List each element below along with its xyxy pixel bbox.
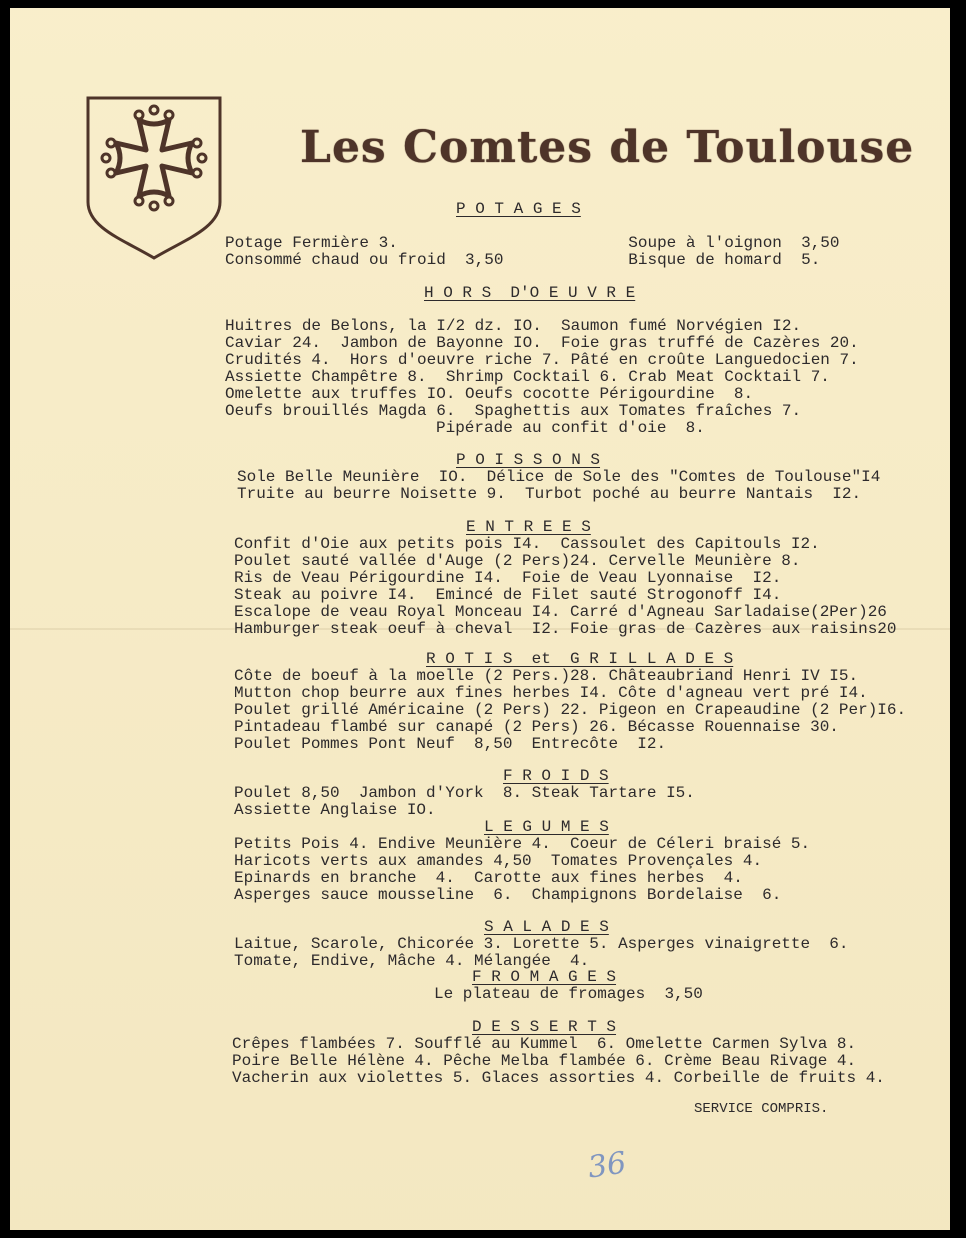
menu-line: Tomate, Endive, Mâche 4. Mélangée 4. xyxy=(234,952,590,970)
section-heading-poissons: P O I S S O N S xyxy=(456,451,601,469)
menu-line: Crêpes flambées 7. Soufflé au Kummel 6. Omelette Carmen Sylva 8. xyxy=(232,1035,857,1053)
menu-line: Confit d'Oie aux petits pois I4. Cassoulet des Capitouls I2. xyxy=(234,535,820,553)
menu-line: Hamburger steak oeuf à cheval I2. Foie gras de Cazères aux raisins20 xyxy=(234,620,897,638)
menu-line: Consommé chaud ou froid 3,50 Bisque de homard 5. xyxy=(225,251,821,269)
section-heading-froids: F R O I D S xyxy=(503,767,609,785)
menu-line: Truite au beurre Noisette 9. Turbot poché au beurre Nantais I2. xyxy=(237,485,862,503)
menu-line: Ris de Veau Périgourdine I4. Foie de Veau Lyonnaise I2. xyxy=(234,569,782,587)
menu-line: Escalope de veau Royal Monceau I4. Carré d'Agneau Sarladaise(2Per)26 xyxy=(234,603,887,621)
menu-line: Poulet Pommes Pont Neuf 8,50 Entrecôte I2. xyxy=(234,735,667,753)
menu-line: Laitue, Scarole, Chicorée 3. Lorette 5. Asperges vinaigrette 6. xyxy=(234,935,849,953)
menu-line: Poire Belle Hélène 4. Pêche Melba flambée 6. Crème Beau Rivage 4. xyxy=(232,1052,857,1070)
menu-line: Crudités 4. Hors d'oeuvre riche 7. Pâté en croûte Languedocien 7. xyxy=(225,351,859,369)
menu-line: Côte de boeuf à la moelle (2 Pers.)28. Châteaubriand Henri IV I5. xyxy=(234,667,859,685)
service-compris-note: SERVICE COMPRIS. xyxy=(694,1101,829,1117)
section-heading-salades: S A L A D E S xyxy=(484,918,609,936)
menu-line: Poulet grillé Américaine (2 Pers) 22. Pigeon en Crapeaudine (2 Per)I6. xyxy=(234,701,907,719)
menu-line: Sole Belle Meunière IO. Délice de Sole des "Comtes de Toulouse"I4 xyxy=(237,468,881,486)
handwritten-number: 36 xyxy=(585,1145,629,1186)
section-heading-hors-doeuvre: H O R S D'O E U V R E xyxy=(424,284,636,302)
menu-line: Mutton chop beurre aux fines herbes I4. Côte d'agneau vert pré I4. xyxy=(234,684,868,702)
section-heading-fromages: F R O M A G E S xyxy=(472,968,617,986)
menu-line: Poulet sauté vallée d'Auge (2 Pers)24. Cervelle Meunière 8. xyxy=(234,552,801,570)
menu-line: Omelette aux truffes IO. Oeufs cocotte Périgourdine 8. xyxy=(225,385,754,403)
occitan-cross-icon xyxy=(84,90,224,260)
menu-line: Huitres de Belons, la I/2 dz. IO. Saumon fumé Norvégien I2. xyxy=(225,317,802,335)
menu-line: Steak au poivre I4. Emincé de Filet sauté Strogonoff I4. xyxy=(234,586,782,604)
menu-line: Le plateau de fromages 3,50 xyxy=(434,985,703,1003)
menu-line: Assiette Champêtre 8. Shrimp Cocktail 6. Crab Meat Cocktail 7. xyxy=(225,368,830,386)
menu-line: Haricots verts aux amandes 4,50 Tomates Provençales 4. xyxy=(234,852,763,870)
menu-line: Pintadeau flambé sur canapé (2 Pers) 26. Bécasse Rouennaise 30. xyxy=(234,718,839,736)
menu-line: Asperges sauce mousseline 6. Champignons Bordelaise 6. xyxy=(234,886,782,904)
section-heading-entrees: E N T R E E S xyxy=(466,518,591,536)
menu-line: Assiette Anglaise IO. xyxy=(234,801,436,819)
menu-line: Vacherin aux violettes 5. Glaces assorties 4. Corbeille de fruits 4. xyxy=(232,1069,885,1087)
restaurant-title: Les Comtes de Toulouse xyxy=(300,122,915,173)
section-heading-legumes: L E G U M E S xyxy=(484,818,609,836)
menu-line: Potage Fermière 3. Soupe à l'oignon 3,50 xyxy=(225,234,840,252)
menu-line: Petits Pois 4. Endive Meunière 4. Coeur de Céleri braisé 5. xyxy=(234,835,811,853)
section-heading-potages: P O T A G E S xyxy=(456,200,581,218)
menu-line: Caviar 24. Jambon de Bayonne IO. Foie gras truffé de Cazères 20. xyxy=(225,334,859,352)
menu-line: Epinards en branche 4. Carotte aux fines herbes 4. xyxy=(234,869,743,887)
menu-line: Oeufs brouillés Magda 6. Spaghettis aux Tomates fraîches 7. xyxy=(225,402,802,420)
menu-line: Pipérade au confit d'oie 8. xyxy=(436,419,705,437)
section-heading-rotis: R O T I S et G R I L L A D E S xyxy=(426,650,734,668)
section-heading-desserts: D E S S E R T S xyxy=(472,1018,617,1036)
menu-line: Poulet 8,50 Jambon d'York 8. Steak Tartare I5. xyxy=(234,784,695,802)
